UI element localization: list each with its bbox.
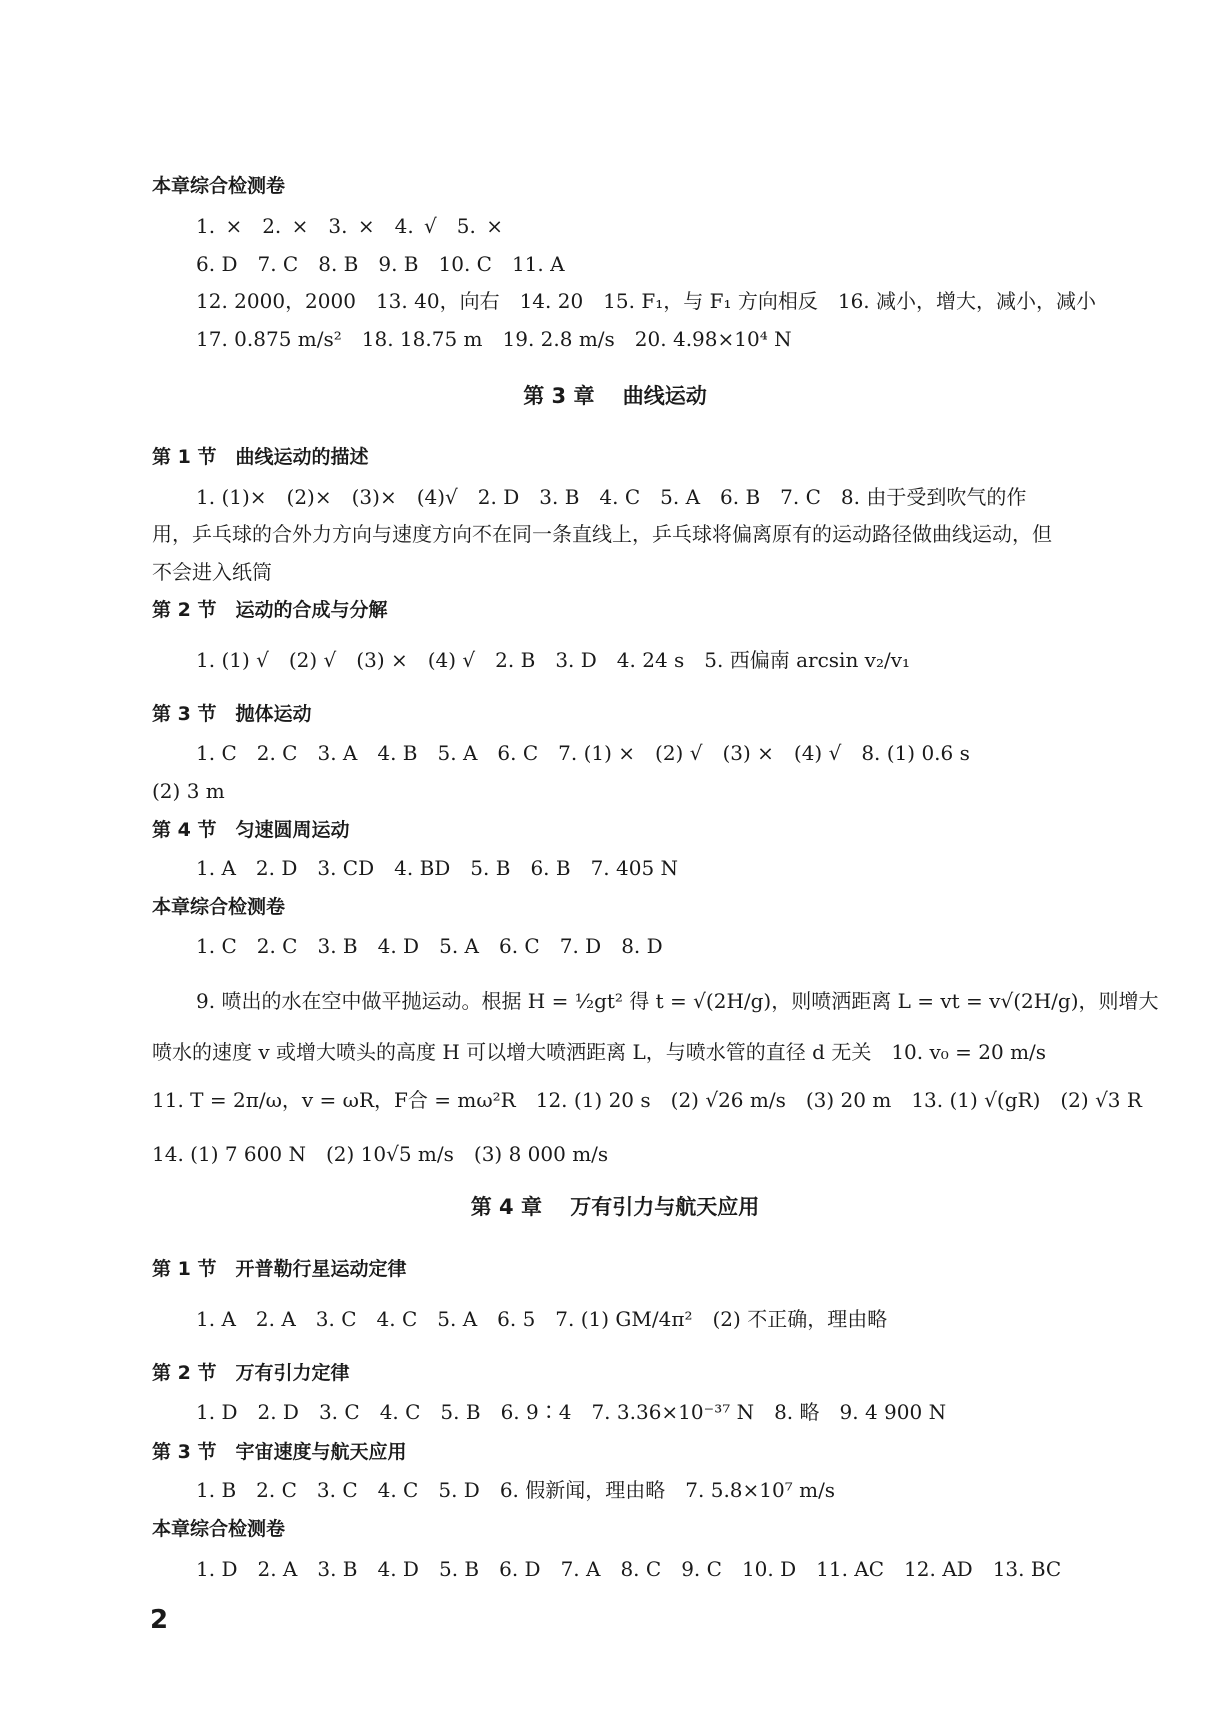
section-heading: 第 3 节 宇宙速度与航天应用 — [152, 1441, 407, 1463]
answer-line: 1. × 2. × 3. × 4. √ 5. × — [196, 214, 503, 238]
answer-line: 1. D 2. D 3. C 4. C 5. B 6. 9∶4 7. 3.36×10⁻³⁷ N 8. 略 9. 4 900 N — [196, 1400, 947, 1424]
page-number: 2 — [150, 1605, 169, 1635]
section-heading: 第 2 节 运动的合成与分解 — [152, 599, 388, 621]
answer-line: 1. C 2. C 3. A 4. B 5. A 6. C 7. (1) × (2) √ (3) × (4) √ 8. (1) 0.6 s — [196, 741, 970, 765]
ch2-review-heading: 本章综合检测卷 — [152, 175, 286, 197]
answer-line: 17. 0.875 m/s² 18. 18.75 m 19. 2.8 m/s 20. 4.98×10⁴ N — [196, 327, 792, 351]
answer-line: 不会进入纸筒 — [152, 560, 272, 584]
answer-line: 喷水的速度 v 或增大喷头的高度 H 可以增大喷洒距离 L，与喷水管的直径 d 无关 10. v₀ = 20 m/s — [152, 1040, 1047, 1064]
chapter3-title: 第 3 章 曲线运动 — [523, 384, 707, 408]
section-heading: 第 1 节 开普勒行星运动定律 — [152, 1258, 407, 1280]
answer-line: 1. A 2. A 3. C 4. C 5. A 6. 5 7. (1) GM/4π² (2) 不正确，理由略 — [196, 1307, 888, 1331]
answer-line: 1. (1)× (2)× (3)× (4)√ 2. D 3. B 4. C 5. A 6. B 7. C 8. 由于受到吹气的作 — [196, 485, 1027, 509]
section-heading: 第 1 节 曲线运动的描述 — [152, 446, 369, 468]
section-heading: 第 2 节 万有引力定律 — [152, 1362, 350, 1384]
review-heading: 本章综合检测卷 — [152, 896, 286, 918]
chapter4-title: 第 4 章 万有引力与航天应用 — [470, 1195, 760, 1219]
section-heading: 第 4 节 匀速圆周运动 — [152, 819, 350, 841]
answer-line: 1. C 2. C 3. B 4. D 5. A 6. C 7. D 8. D — [196, 934, 663, 958]
answer-line: 1. (1) √ (2) √ (3) × (4) √ 2. B 3. D 4. 24 s 5. 西偏南 arcsin v₂/v₁ — [196, 648, 911, 672]
answer-line: 1. B 2. C 3. C 4. C 5. D 6. 假新闻，理由略 7. 5.8×10⁷ m/s — [196, 1478, 836, 1502]
answer-line: 用，乒乓球的合外力方向与速度方向不在同一条直线上，乒乓球将偏离原有的运动路径做曲线运动，但 — [152, 522, 1052, 546]
answer-line: 1. D 2. A 3. B 4. D 5. B 6. D 7. A 8. C 9. C 10. D 11. AC 12. AD 13. BC — [196, 1557, 1062, 1581]
answer-line: (2) 3 m — [152, 779, 225, 803]
section-heading: 第 3 节 抛体运动 — [152, 703, 312, 725]
answer-line: 12. 2000，2000 13. 40，向右 14. 20 15. F₁，与 F₁ 方向相反 16. 减小，增大，减小，减小 — [196, 289, 1097, 313]
answer-line: 1. A 2. D 3. CD 4. BD 5. B 6. B 7. 405 N — [196, 856, 679, 880]
answer-line: 9. 喷出的水在空中做平抛运动。根据 H = ½gt² 得 t = √(2H/g)，则喷洒距离 L = vt = v√(2H/g)，则增大 — [196, 989, 1159, 1013]
answer-line: 14. (1) 7 600 N (2) 10√5 m/s (3) 8 000 m/s — [152, 1142, 609, 1166]
review-heading: 本章综合检测卷 — [152, 1518, 286, 1540]
answer-line: 6. D 7. C 8. B 9. B 10. C 11. A — [196, 252, 565, 276]
answer-line: 11. T = 2π/ω，v = ωR，F合 = mω²R 12. (1) 20 s (2) √26 m/s (3) 20 m 13. (1) √(gR) (2) √3 R — [152, 1088, 1142, 1112]
